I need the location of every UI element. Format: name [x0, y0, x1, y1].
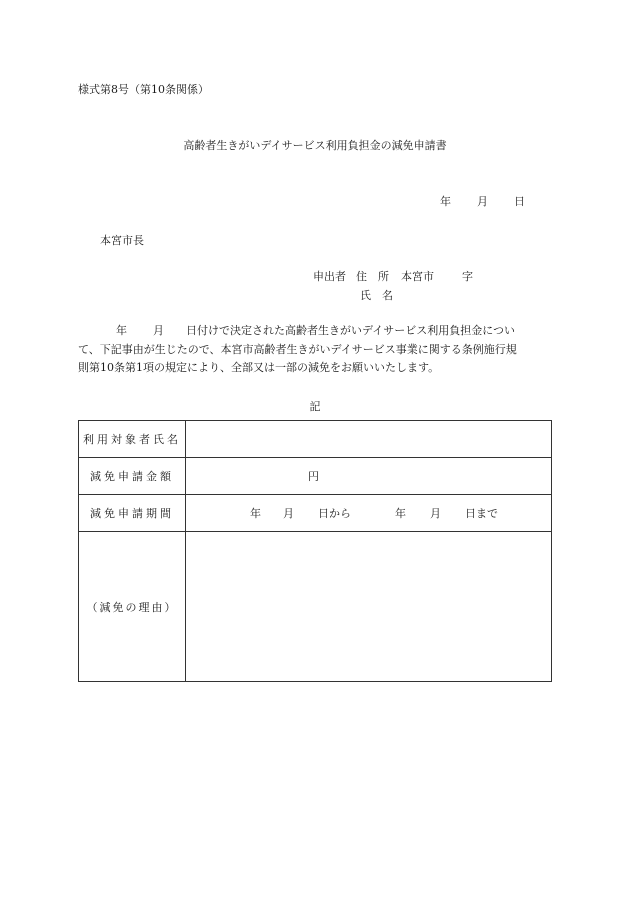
amount-unit: 円 [308, 470, 319, 483]
request-body [78, 322, 552, 378]
table-row-reason [79, 532, 552, 682]
address-value: 本宮市 [401, 270, 434, 283]
period-to-month: 月 [430, 507, 441, 520]
reason-label: （減免の理由） [79, 532, 186, 682]
address-suffix: 字 [462, 270, 473, 283]
applicant-name-line [360, 287, 393, 303]
table-row-user-name [79, 421, 552, 458]
body-line-3: 則第10条第1項の規定により、全部又は一部の減免をお願いいたします。 [78, 361, 440, 374]
user-name-field[interactable] [186, 421, 552, 458]
name-label: 氏 名 [360, 289, 393, 302]
date-year: 年 [440, 195, 451, 208]
address-label: 住 所 [356, 270, 389, 283]
period-to-day: 日まで [465, 507, 498, 520]
body-line-1: 日付けで決定された高齢者生きがいデイサービス利用負担金につい [186, 324, 516, 337]
amount-label: 減免申請金額 [79, 458, 186, 495]
form-number: 様式第8号（第10条関係） [78, 83, 209, 96]
body-line-2: て、下記事由が生じたので、本宮市高齢者生きがいデイサービス事業に関する条例施行規 [78, 342, 517, 356]
date-day: 日 [514, 195, 525, 208]
body-month: 月 [153, 324, 164, 337]
period-from-day: 日から [318, 507, 351, 520]
addressee: 本宮市長 [100, 234, 144, 247]
period-field[interactable] [186, 495, 552, 532]
table-row-amount [79, 458, 552, 495]
note-heading: 記 [309, 400, 321, 413]
applicant-address-line [313, 268, 473, 284]
user-name-label: 利用対象者氏名 [79, 421, 186, 458]
table-row-period [79, 495, 552, 532]
body-year: 年 [116, 324, 127, 337]
amount-field[interactable] [186, 458, 552, 495]
period-from-year: 年 [250, 507, 261, 520]
period-to-year: 年 [395, 507, 406, 520]
document-title: 高齢者生きがいデイサービス利用負担金の減免申請書 [183, 139, 447, 152]
date-month: 月 [477, 195, 488, 208]
reason-field[interactable] [186, 532, 552, 682]
period-from-month: 月 [283, 507, 294, 520]
period-label: 減免申請期間 [79, 495, 186, 532]
applicant-role: 申出者 [313, 270, 346, 283]
application-date [440, 193, 525, 209]
application-table [78, 420, 552, 682]
